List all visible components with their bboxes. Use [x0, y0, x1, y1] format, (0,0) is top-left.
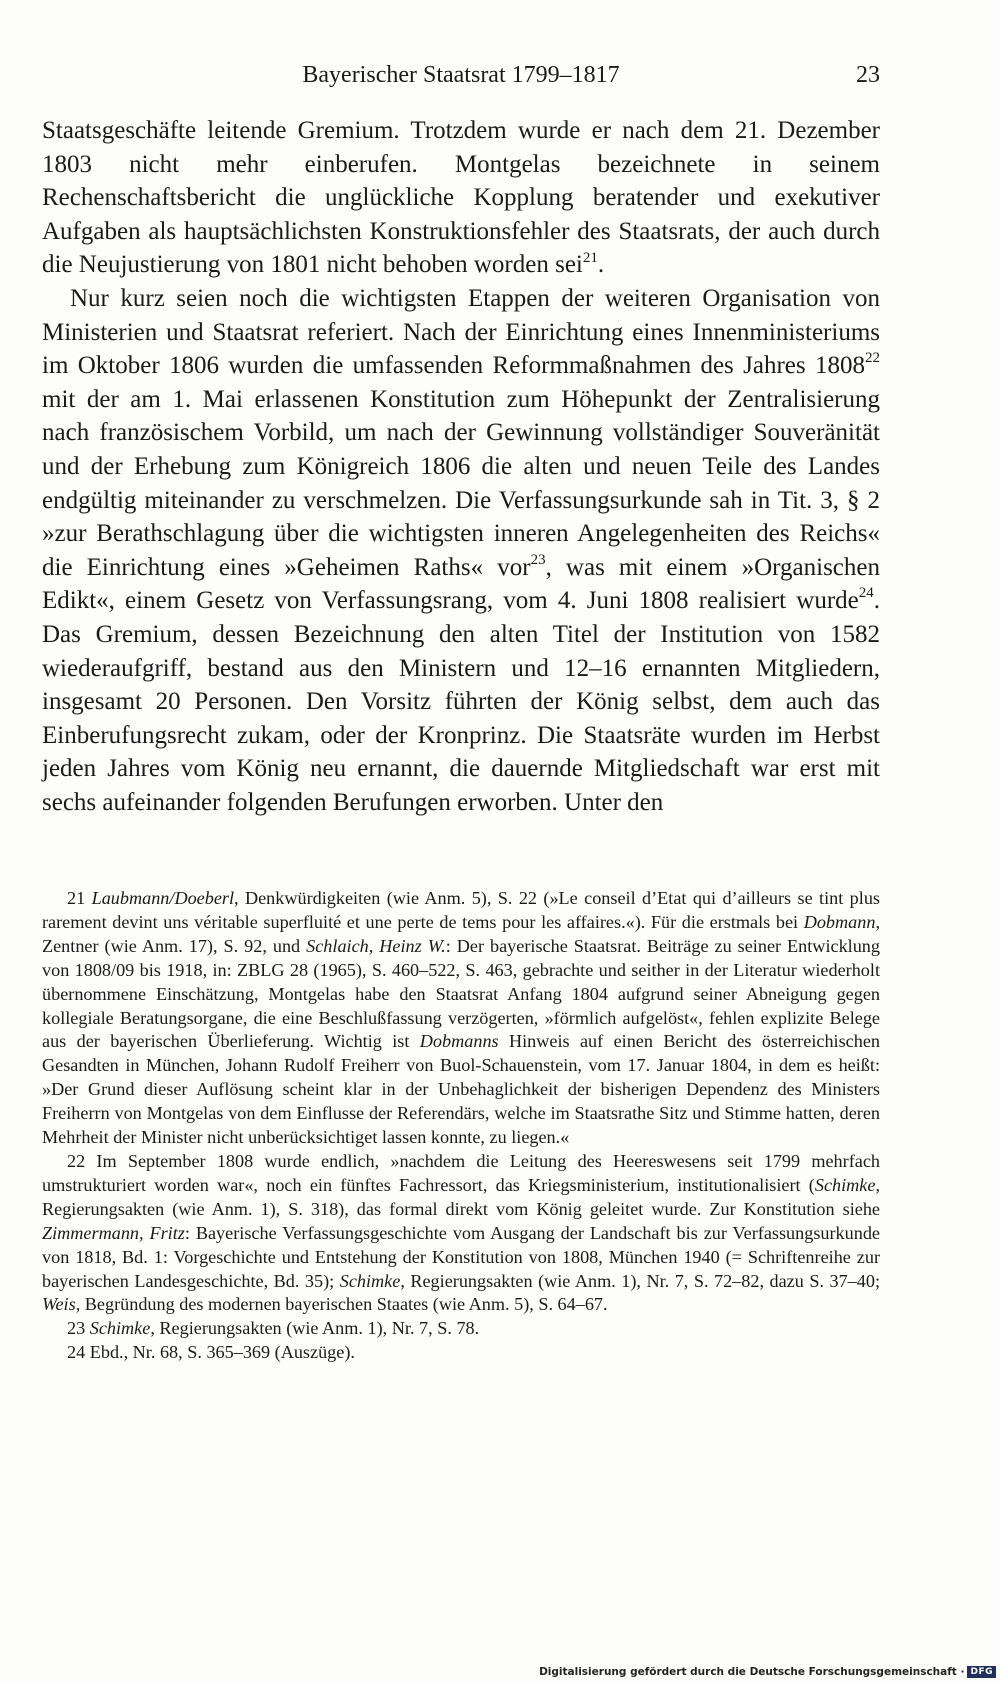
footnote-number: 22	[67, 1150, 97, 1171]
paragraph-1: Staatsgeschäfte leitende Gremium. Trotzdem wurde er nach dem 21. Dezember 1803 nicht mehr einberufen. Montgelas bezeichnete in seinem Rechenschaftsbericht die unglückliche Kopplung beratender und exekutiver Aufgaben als hauptsächlichsten Konstruktionsfehler des Staatsrats, der auch durch die Neujustierung von 1801 nicht behoben worden sei$^{21}$.	[42, 117, 880, 279]
credit-text: Digitalisierung gefördert durch die Deutsche Forschungsgemeinschaft ·	[539, 1666, 965, 1678]
digitization-credit	[539, 1666, 996, 1678]
footnote-ref-22[interactable]: 22	[865, 350, 880, 367]
footnote-ref-23[interactable]: 23	[530, 551, 546, 568]
footnote-23: 23 Schimke, Regierungsakten (wie Anm. 1), Nr. 7, S. 78.	[67, 1318, 480, 1339]
footnote-number: 24	[67, 1342, 90, 1363]
footnote-22: 22 Im September 1808 wurde endlich, »nachdem die Leitung des Heereswesens seit 1799 mehrfach umstrukturiert worden war«, noch ein fünftes Fachressort, das Kriegsministerium, institutionalisiert (Schimke, Regierungsakten (wie Anm. 1), S. 318), das formal direkt vom König geleitet wurde. Zur Konstitution siehe Zimmermann, Fritz: Bayerische Verfassungsgeschichte vom Ausgang der Landschaft bis zur Verfassungsurkunde von 1818, Bd. 1: Vorgeschichte und Entstehung der Konstitution von 1808, München 1940 (= Schriftenreihe zur bayerischen Landesgeschichte, Bd. 35); Schimke, Regierungsakten (wie Anm. 1), Nr. 7, S. 72–82, dazu S. 37–40; Weis, Begründung des modernen bayerischen Staates (wie Anm. 5), S. 64–67.	[42, 1150, 881, 1315]
footnote-number: 23	[67, 1318, 90, 1339]
dfg-logo: DFG	[967, 1666, 996, 1678]
footnote-ref-24[interactable]: 24	[858, 585, 874, 602]
footnote-24: 24 Ebd., Nr. 68, S. 365–369 (Auszüge).	[67, 1342, 355, 1363]
footnote-number: 21	[67, 888, 92, 908]
body-text	[42, 114, 880, 819]
footnote-ref-21[interactable]: 21	[582, 249, 598, 266]
footnotes	[42, 887, 880, 1365]
footnote-21: 21 Laubmann/Doeberl, Denkwürdigkeiten (wie Anm. 5), S. 22 (»Le conseil d’Etat qui d’ailleurs se tint plus rarement devint uns véritable superfluité et une perte de tems pour les affaires.«). Für die erstmals bei Dobmann, Zentner (wie Anm. 17), S. 92, und Schlaich, Heinz W.: Der bayerische Staatsrat. Beiträge zu seiner Entwicklung von 1808/09 bis 1918, in: ZBLG 28 (1965), S. 460–522, S. 463, gebrachte und seither in der Literatur wiederholt übernommene Einschätzung, Montgelas habe den Staatsrat Anfang 1804 aufgrund seiner Abneigung gegen kollegiale Beratungsorgane, die eine Beschlußfassung verzögerten, »förmlich aufgelöst«, fehlen explizite Belege aus der bayerischen Überlieferung. Wichtig ist Dobmanns Hinweis auf einen Bericht des österreichischen Gesandten in München, Johann Rudolf Freiherr von Buol-Schauenstein, vom 17. Januar 1804, in dem es heißt: »Der Grund dieser Auflösung scheint klar in der Unbehaglichkeit der bisherigen Dependenz des Ministers Freiherrn von Montgelas von dem Einflusse der Referendärs, welche im Staatsrathe Sitz und Stimme hatten, deren Mehrheit der Minister nicht unberücksichtiget lassen konnte, zu liegen.«	[42, 888, 881, 1148]
paragraph-2: Nur kurz seien noch die wichtigsten Etappen der weiteren Organisation von Ministerien und Staatsrat referiert. Nach der Einrichtung eines Innenministeriums im Oktober 1806 wurden die umfassenden Reformmaßnahmen des Jahres 1808$^{22}$ mit der am 1. Mai erlassenen Konstitution zum Höhepunkt der Zentralisierung nach französischem Vorbild, um nach der Gewinnung vollständiger Souveränität und der Erhebung zum Königreich 1806 die alten und neuen Teile des Landes endgültig miteinander zu verschmelzen. Die Verfassungsurkunde sah in Tit. 3, § 2 »zur Berathschlagung über die wichtigsten inneren Angelegenheiten des Reichs« die Einrichtung eines »Geheimen Raths« vor$^{23}$, was mit einem »Organischen Edikt«, einem Gesetz von Verfassungsrang, vom 4. Juni 1808 realisiert wurde$^{24}$. Das Gremium, dessen Bezeichnung den alten Titel der Institution von 1582 wiederaufgriff, bestand aus den Ministern und 12–16 ernannten Mitgliedern, insgesamt 20 Personen. Den Vorsitz führten der König selbst, dem auch das Einberufungsrecht zukam, oder der Kronprinz. Die Staatsräte wurden im Herbst jeden Jahres vom König neu ernannt, die dauernde Mitgliedschaft war erst mit sechs aufeinander folgenden Berufungen erworben. Unter den	[42, 284, 880, 816]
page-number: 23	[856, 62, 880, 88]
running-title: Bayerischer Staatsrat 1799–1817	[302, 62, 620, 88]
